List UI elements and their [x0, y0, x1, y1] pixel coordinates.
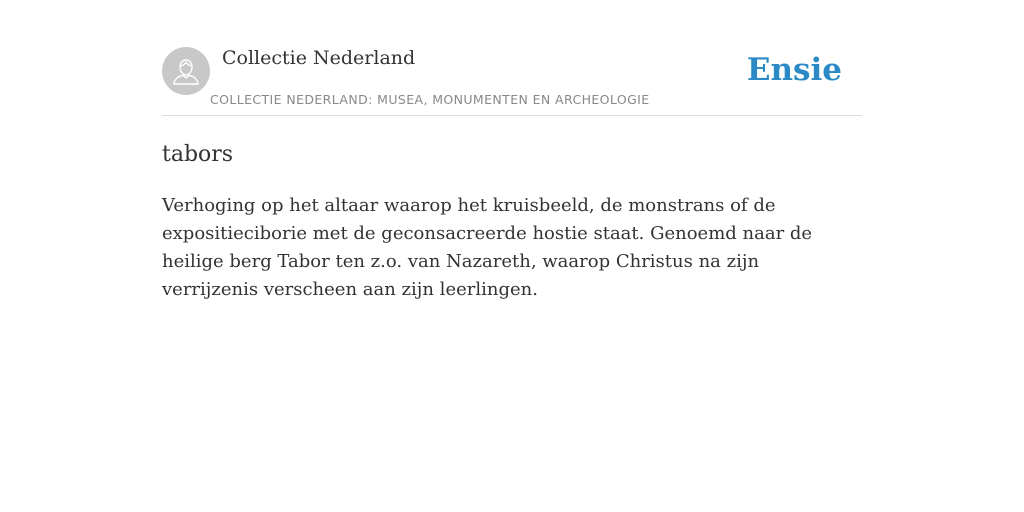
user-avatar-icon [171, 56, 201, 86]
avatar[interactable] [162, 47, 210, 95]
author-name[interactable]: Collectie Nederland [222, 47, 416, 69]
entry-title: tabors [162, 142, 234, 167]
page [162, 0, 862, 300]
entry-body: Verhoging op het altaar waarop het kruisbeeld, de monstrans of de expositieciborie met de geconsacreerde hostie staat. Genoemd naar de heilige berg Tabor ten z.o. van Nazareth, waarop Christus na zijn verrijzenis verscheen aan zijn leerlingen. [162, 195, 813, 300]
author-subtitle: COLLECTIE NEDERLAND: MUSEA, MONUMENTEN EN ARCHEOLOGIE [210, 92, 650, 107]
header [162, 0, 862, 116]
ensie-logo[interactable]: Ensie [746, 52, 842, 88]
